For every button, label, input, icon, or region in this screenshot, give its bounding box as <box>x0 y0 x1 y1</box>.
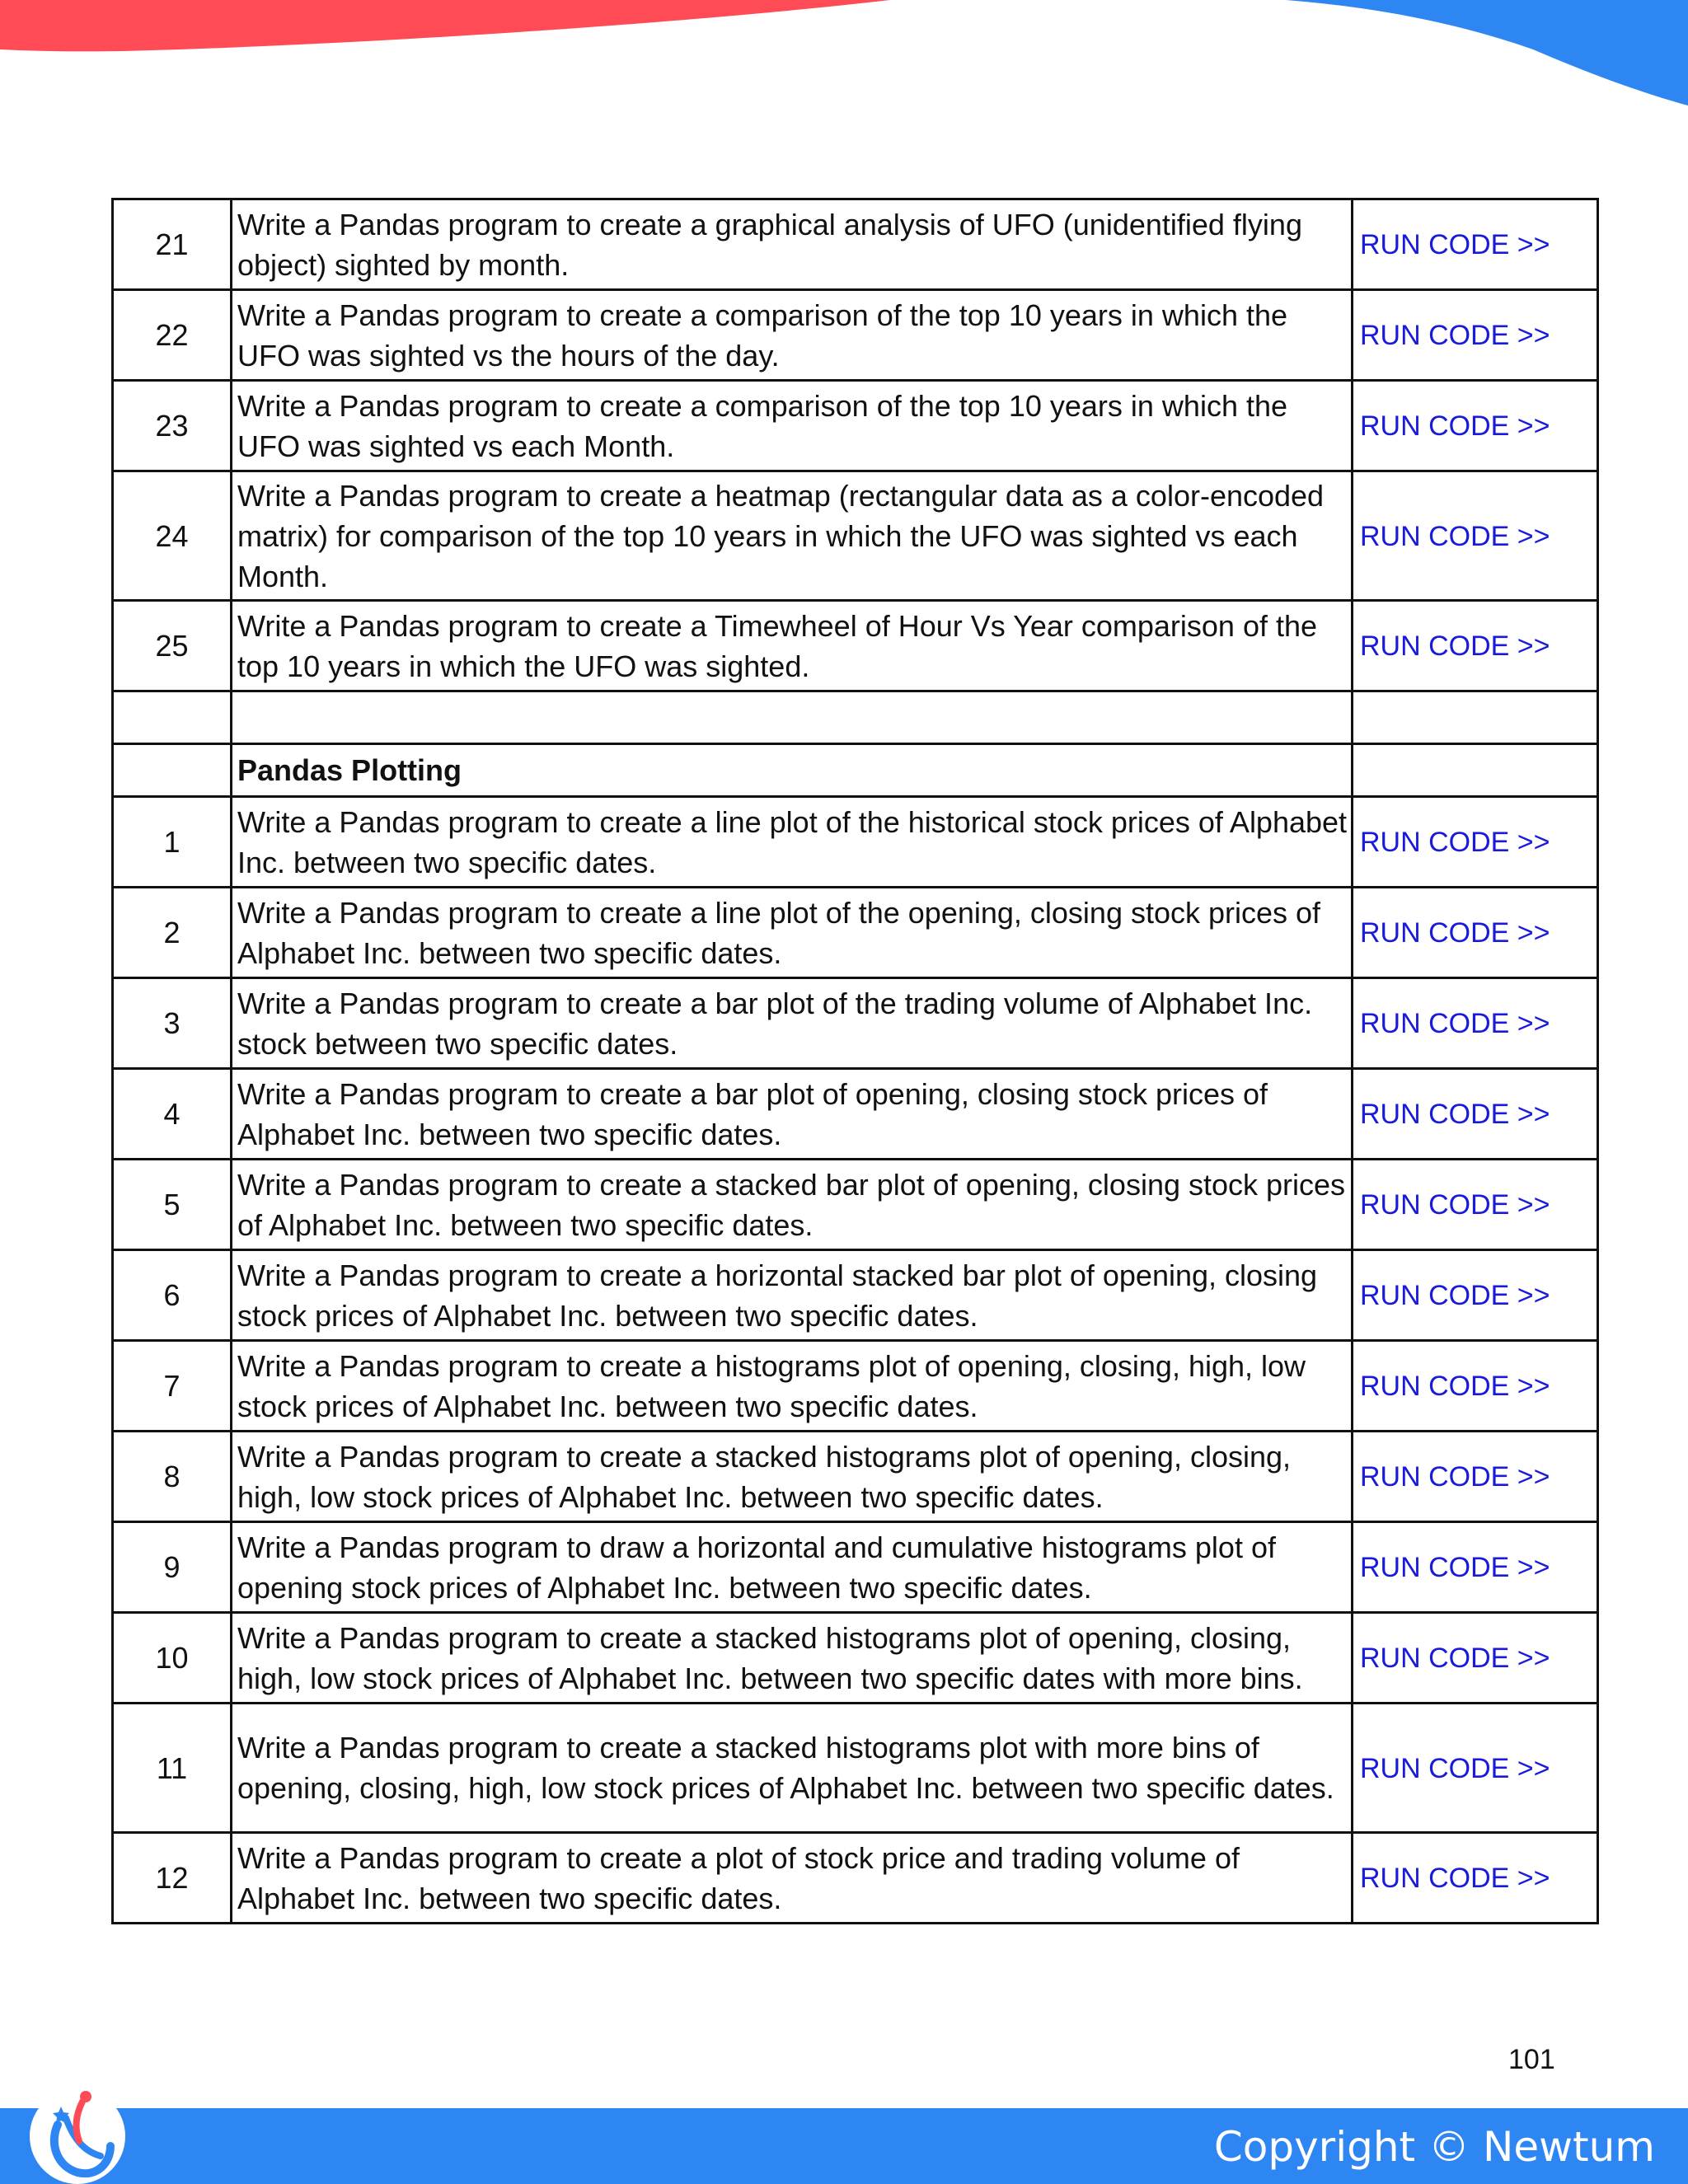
row-description: Write a Pandas program to create a stacked bar plot of opening, closing stock prices of Alphabet Inc. between two specific dates. <box>232 1160 1353 1250</box>
table-row <box>113 1069 1598 1160</box>
row-description: Write a Pandas program to create a line plot of the opening, closing stock prices of Alphabet Inc. between two specific dates. <box>232 888 1353 978</box>
table-row <box>113 797 1598 888</box>
row-number: 24 <box>113 471 232 601</box>
table-row <box>113 1160 1598 1250</box>
blank-cell <box>1353 744 1598 797</box>
blank-row <box>113 691 1598 744</box>
row-description: Write a Pandas program to create a stacked histograms plot of opening, closing, high, low stock prices of Alphabet Inc. between two specific dates with more bins. <box>232 1613 1353 1704</box>
run-code-link[interactable]: RUN CODE >> <box>1360 1461 1550 1493</box>
section-header-row <box>113 744 1598 797</box>
row-number: 11 <box>113 1704 232 1833</box>
run-code-link[interactable]: RUN CODE >> <box>1360 917 1550 949</box>
run-code-link[interactable]: RUN CODE >> <box>1360 320 1550 351</box>
header-wave-decoration <box>0 0 1688 115</box>
row-number: 8 <box>113 1432 232 1522</box>
row-number: 22 <box>113 290 232 381</box>
row-description: Write a Pandas program to create a histograms plot of opening, closing, high, low stock prices of Alphabet Inc. between two specific dates. <box>232 1341 1353 1432</box>
table-row <box>113 1250 1598 1341</box>
run-code-link[interactable]: RUN CODE >> <box>1360 630 1550 662</box>
row-number: 1 <box>113 797 232 888</box>
run-code-link[interactable]: RUN CODE >> <box>1360 1752 1550 1784</box>
run-code-link[interactable]: RUN CODE >> <box>1360 1552 1550 1583</box>
row-number: 10 <box>113 1613 232 1704</box>
row-description: Write a Pandas program to create a line plot of the historical stock prices of Alphabet Inc. between two specific dates. <box>232 797 1353 888</box>
run-code-link[interactable]: RUN CODE >> <box>1360 1189 1550 1221</box>
table-row <box>113 381 1598 471</box>
row-number: 6 <box>113 1250 232 1341</box>
table-row <box>113 1522 1598 1613</box>
table-row <box>113 978 1598 1069</box>
row-description: Write a Pandas program to create a heatmap (rectangular data as a color-encoded matrix) for comparison of the top 10 years in which the UFO was sighted vs each Month. <box>232 471 1353 601</box>
run-code-link[interactable]: RUN CODE >> <box>1360 1099 1550 1130</box>
section-title: Pandas Plotting <box>232 744 1353 797</box>
blank-cell <box>232 691 1353 744</box>
row-number: 23 <box>113 381 232 471</box>
table-row <box>113 199 1598 290</box>
blank-cell <box>113 691 232 744</box>
row-description: Write a Pandas program to create a comparison of the top 10 years in which the UFO was sighted vs the hours of the day. <box>232 290 1353 381</box>
run-code-link[interactable]: RUN CODE >> <box>1360 410 1550 442</box>
run-code-link[interactable]: RUN CODE >> <box>1360 1280 1550 1311</box>
row-number: 4 <box>113 1069 232 1160</box>
row-number: 3 <box>113 978 232 1069</box>
table-row <box>113 888 1598 978</box>
run-code-link[interactable]: RUN CODE >> <box>1360 1008 1550 1039</box>
table-row <box>113 290 1598 381</box>
row-description: Write a Pandas program to create a stacked histograms plot with more bins of opening, closing, high, low stock prices of Alphabet Inc. between two specific dates. <box>232 1704 1353 1833</box>
row-description: Write a Pandas program to create a plot of stock price and trading volume of Alphabet Inc. between two specific dates. <box>232 1833 1353 1924</box>
table-row <box>113 1432 1598 1522</box>
row-number: 2 <box>113 888 232 978</box>
run-code-link[interactable]: RUN CODE >> <box>1360 229 1550 260</box>
row-number: 12 <box>113 1833 232 1924</box>
row-description: Write a Pandas program to create a stacked histograms plot of opening, closing, high, low stock prices of Alphabet Inc. between two specific dates. <box>232 1432 1353 1522</box>
table-row <box>113 471 1598 601</box>
row-number: 25 <box>113 601 232 691</box>
exercise-table <box>111 198 1599 1924</box>
copyright-text: Copyright © Newtum <box>1213 2123 1655 2171</box>
table-row <box>113 1341 1598 1432</box>
row-number: 9 <box>113 1522 232 1613</box>
blank-cell <box>1353 691 1598 744</box>
row-number: 7 <box>113 1341 232 1432</box>
newtum-logo-icon <box>25 2077 130 2184</box>
row-number: 5 <box>113 1160 232 1250</box>
row-description: Write a Pandas program to draw a horizontal and cumulative histograms plot of opening stock prices of Alphabet Inc. between two specific dates. <box>232 1522 1353 1613</box>
run-code-link[interactable]: RUN CODE >> <box>1360 1863 1550 1894</box>
blank-cell <box>113 744 232 797</box>
row-description: Write a Pandas program to create a comparison of the top 10 years in which the UFO was sighted vs each Month. <box>232 381 1353 471</box>
page-number: 101 <box>1508 2044 1555 2075</box>
row-description: Write a Pandas program to create a horizontal stacked bar plot of opening, closing stock prices of Alphabet Inc. between two specific dates. <box>232 1250 1353 1341</box>
row-description: Write a Pandas program to create a bar plot of opening, closing stock prices of Alphabet Inc. between two specific dates. <box>232 1069 1353 1160</box>
run-code-link[interactable]: RUN CODE >> <box>1360 827 1550 858</box>
table-row <box>113 1704 1598 1833</box>
run-code-link[interactable]: RUN CODE >> <box>1360 1371 1550 1402</box>
row-description: Write a Pandas program to create a bar plot of the trading volume of Alphabet Inc. stock between two specific dates. <box>232 978 1353 1069</box>
run-code-link[interactable]: RUN CODE >> <box>1360 1643 1550 1674</box>
row-number: 21 <box>113 199 232 290</box>
table-row <box>113 601 1598 691</box>
table-row <box>113 1613 1598 1704</box>
run-code-link[interactable]: RUN CODE >> <box>1360 520 1550 552</box>
table-row <box>113 1833 1598 1924</box>
row-description: Write a Pandas program to create a Timewheel of Hour Vs Year comparison of the top 10 years in which the UFO was sighted. <box>232 601 1353 691</box>
row-description: Write a Pandas program to create a graphical analysis of UFO (unidentified flying object) sighted by month. <box>232 199 1353 290</box>
